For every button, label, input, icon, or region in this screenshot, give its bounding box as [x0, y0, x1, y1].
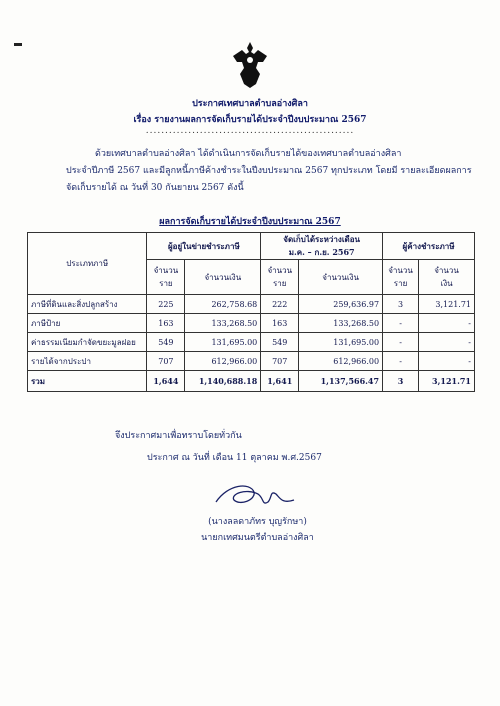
row-payer-amount: 131,695.00 [185, 333, 261, 352]
row-payer-amount: 262,758.68 [185, 295, 261, 314]
total-outstanding-amount: 3,121.71 [419, 371, 475, 392]
table-row [28, 314, 475, 333]
total-collected-count: 1,641 [261, 371, 299, 392]
total-outstanding-count: 3 [383, 371, 419, 392]
row-payer-count: 549 [147, 333, 185, 352]
table-row [28, 352, 475, 371]
header-group-payers: ผู้อยู่ในข่ายชำระภาษี [147, 233, 261, 260]
separator-dots: ...................................................... [145, 126, 355, 136]
table-total-row [28, 371, 475, 392]
signer-name: (นางลลดาภัทร บุญรักษา) [208, 517, 307, 527]
header-collected-count [261, 260, 299, 295]
row-collected-count: 222 [261, 295, 299, 314]
body-line-1: ด้วยเทศบาลตำบลอ่างศิลา ได้ดำเนินการจัดเก็บรายได้ของเทศบาลตำบลอ่างศิลา [95, 149, 402, 159]
row-outstanding-count: - [383, 314, 419, 333]
row-outstanding-count: - [383, 352, 419, 371]
row-collected-amount: 259,636.97 [299, 295, 383, 314]
total-label: รวม [28, 371, 147, 392]
header-outstanding-amount [419, 260, 475, 295]
header-count-l2: ราย [393, 279, 408, 288]
header-collected-amount: จำนวนเงิน [299, 260, 383, 295]
row-type: ภาษีที่ดินและสิ่งปลูกสร้าง [28, 295, 147, 314]
body-line-3: จัดเก็บรายได้ ณ วันที่ 30 กันยายน 2567 ดังนี้ [66, 183, 244, 193]
row-outstanding-count: 3 [383, 295, 419, 314]
signer-position: นายกเทศมนตรีตำบลอ่างศิลา [201, 533, 314, 543]
header-count-l2: ราย [273, 279, 287, 288]
header-outstanding-count [383, 260, 419, 295]
row-collected-count: 163 [261, 314, 299, 333]
header-money-l1: จำนวน [434, 266, 459, 275]
header-group-collected [261, 233, 383, 260]
row-outstanding-amount: - [419, 352, 475, 371]
table-title: ผลการจัดเก็บรายได้ประจำปีงบประมาณ 2567 [159, 217, 341, 227]
row-type: รายได้จากประปา [28, 352, 147, 371]
row-outstanding-amount: 3,121.71 [419, 295, 475, 314]
row-collected-amount: 612,966.00 [299, 352, 383, 371]
header-payer-amount: จำนวนเงิน [185, 260, 261, 295]
row-payer-amount: 612,966.00 [185, 352, 261, 371]
signature-icon [210, 480, 300, 512]
garuda-emblem-icon [230, 40, 270, 90]
row-collected-amount: 131,695.00 [299, 333, 383, 352]
closing-notice: จึงประกาศมาเพื่อทราบโดยทั่วกัน [115, 431, 242, 441]
header-money-l2: เงิน [440, 279, 453, 288]
row-outstanding-amount: - [419, 333, 475, 352]
announcement-org: ประกาศเทศบาลตำบลอ่างศิลา [192, 99, 308, 109]
scan-mark [14, 43, 22, 46]
total-collected-amount: 1,137,566.47 [299, 371, 383, 392]
header-group-outstanding: ผู้ค้างชำระภาษี [383, 233, 475, 260]
header-payer-count [147, 260, 185, 295]
row-collected-count: 549 [261, 333, 299, 352]
row-outstanding-amount: - [419, 314, 475, 333]
row-type: ภาษีป้าย [28, 314, 147, 333]
announcement-date: ประกาศ ณ วันที่ เดือน 11 ตุลาคม พ.ศ.2567 [147, 453, 322, 463]
header-collected-line2: ม.ค. – ก.ย. 2567 [288, 247, 355, 257]
header-count-l1: จำนวน [153, 266, 179, 275]
row-collected-amount: 133,268.50 [299, 314, 383, 333]
table-row [28, 333, 475, 352]
header-count-l2: ราย [159, 279, 173, 288]
header-collected-line1: จัดเก็บได้ระหว่างเดือน [283, 234, 361, 244]
total-payer-amount: 1,140,688.18 [185, 371, 261, 392]
header-count-l1: จำนวน [267, 266, 293, 275]
body-line-2: ประจำปีภาษี 2567 และมีลูกหนี้ภาษีค้างชำระในปีงบประมาณ 2567 ทุกประเภท โดยมี รายละเอียดผลการ [66, 166, 472, 176]
row-payer-amount: 133,268.50 [185, 314, 261, 333]
row-type: ค่าธรรมเนียมกำจัดขยะมูลฝอย [28, 333, 147, 352]
header-tax-type: ประเภทภาษี [28, 233, 147, 295]
revenue-table [27, 232, 475, 392]
header-count-l1: จำนวน [388, 266, 413, 275]
total-payer-count: 1,644 [147, 371, 185, 392]
row-payer-count: 707 [147, 352, 185, 371]
row-collected-count: 707 [261, 352, 299, 371]
row-payer-count: 163 [147, 314, 185, 333]
announcement-subject: เรื่อง รายงานผลการจัดเก็บรายได้ประจำปีงบประมาณ 2567 [133, 115, 367, 125]
table-row [28, 295, 475, 314]
row-payer-count: 225 [147, 295, 185, 314]
row-outstanding-count: - [383, 333, 419, 352]
